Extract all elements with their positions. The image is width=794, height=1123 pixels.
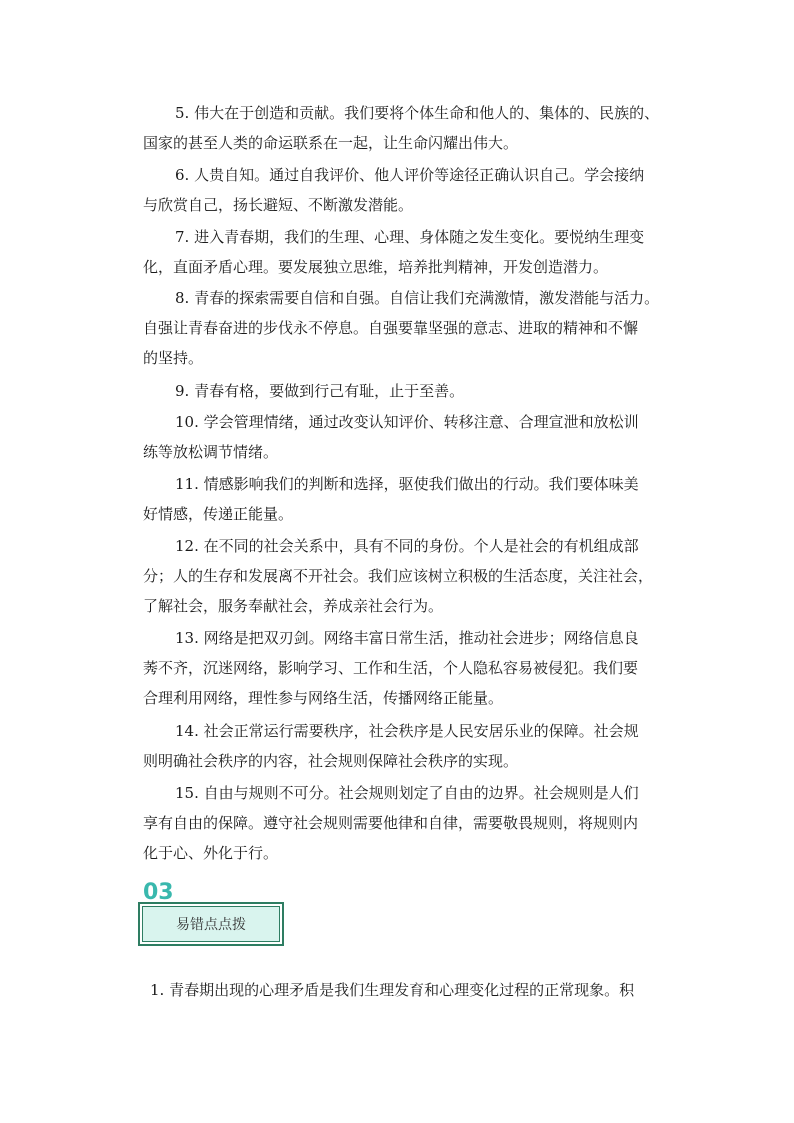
key-point [143,531,678,621]
key-point-line: 则明确社会秩序的内容，社会规则保障社会秩序的实现。 [143,752,519,770]
key-point [143,283,678,373]
key-point-line: 9. 青春有格，要做到行己有耻，止于至善。 [175,382,465,401]
key-point [143,623,678,713]
key-point [143,716,678,776]
key-point-line: 了解社会，服务奉献社会，养成亲社会行为。 [143,596,444,615]
key-point-line: 8. 青春的探索需要自信和自强。自信让我们充满激情，激发潜能与活力。 [175,289,660,308]
key-point-line: 的坚持。 [143,349,204,368]
key-point-line: 7. 进入青春期，我们的生理、心理、身体随之发生变化。要悦纳生理变 [175,227,645,246]
key-point-line: 享有自由的保障。遵守社会规则需要他律和自律，需要敬畏规则，将规则内 [143,813,639,832]
key-point-line: 15. 自由与规则不可分。社会规则划定了自由的边界。社会规则是人们 [175,783,639,802]
key-point-line: 化于心、外化于行。 [143,843,279,862]
key-point-line: 自强让青春奋进的步伐永不停息。自强要靠坚强的意志、进取的精神和不懈 [143,319,639,338]
key-point-line: 14. 社会正常运行需要秩序，社会秩序是人民安居乐业的保障。社会规 [175,722,639,740]
key-point [143,160,678,220]
section-number: 03 [143,880,174,905]
key-point-line: 练等放松调节情绪。 [143,443,279,461]
key-point [143,222,678,282]
key-point-line: 国家的甚至人类的命运联系在一起，让生命闪耀出伟大。 [143,134,519,152]
error-point-first-line: 1. 青春期出现的心理矛盾是我们生理发育和心理变化过程的正常现象。积 [150,981,635,999]
key-point-line: 6. 人贵自知。通过自我评价、他人评价等途径正确认识自己。学会接纳 [175,165,645,184]
key-point-line: 分；人的生存和发展离不开社会。我们应该树立积极的生活态度，关注社会， [143,566,654,585]
section-title: 易错点点拨 [142,906,280,942]
key-point-line: 化，直面矛盾心理。要发展独立思维，培养批判精神，开发创造潜力。 [143,257,609,276]
key-point-line: 12. 在不同的社会关系中，具有不同的身份。个人是社会的有机组成部 [175,536,639,555]
key-point [143,407,678,467]
key-point-line: 13. 网络是把双刃剑。网络丰富日常生活，推动社会进步；网络信息良 [175,629,639,648]
key-point [143,98,678,158]
key-point-line: 好情感，传递正能量。 [143,504,294,523]
key-point-line: 与欣赏自己，扬长避短、不断激发潜能。 [143,195,414,214]
key-point-line: 莠不齐，沉迷网络，影响学习、工作和生活，个人隐私容易被侵犯。我们要 [143,659,639,678]
key-point-line: 合理利用网络，理性参与网络生活，传播网络正能量。 [143,689,504,708]
key-point [143,376,678,406]
key-point [143,778,678,868]
key-point-line: 10. 学会管理情绪，通过改变认知评价、转移注意、合理宣泄和放松训 [175,413,639,431]
section-heading-box [138,902,284,946]
key-point [143,469,678,529]
key-point-line: 5. 伟大在于创造和贡献。我们要将个体生命和他人的、集体的、民族的、 [175,104,660,122]
key-point-line: 11. 情感影响我们的判断和选择，驱使我们做出的行动。我们要体味美 [175,474,639,493]
